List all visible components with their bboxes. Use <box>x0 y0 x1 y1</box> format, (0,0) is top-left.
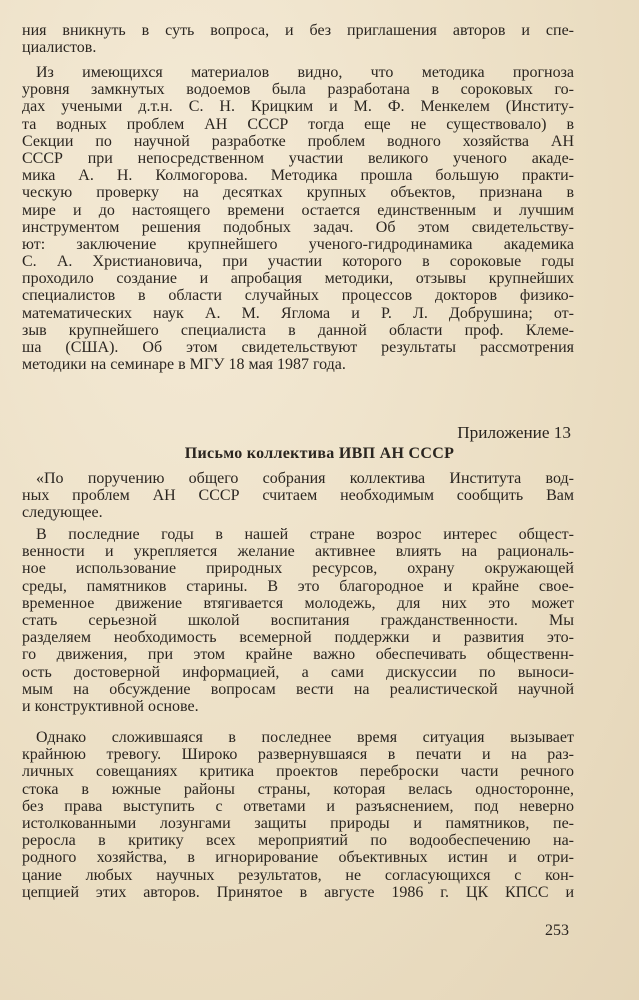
text-line: среды, памятников старины. В это благородное и крайне свое- <box>22 577 574 595</box>
text-line: родного хозяйства, в игнорирование объективных истин и отри- <box>22 849 574 867</box>
text-line: цание любых научных результатов, не согласующихся с кон- <box>22 866 574 884</box>
text-line: мире и до настоящего времени остается единственным и лучшим <box>22 201 574 219</box>
text-line: специалистов в области случайных процессов докторов физико- <box>22 287 574 305</box>
text-line: следующее. <box>22 504 103 522</box>
text-line: та водных проблем АН СССР тогда еще не существовало) в <box>22 115 574 133</box>
appendix-label: Приложение 13 <box>457 423 571 442</box>
text-line: временное движение втягивается молодежь, для них это может <box>22 594 574 612</box>
text-line: го движения, при этом крайне важно обеспечивать общественн- <box>22 646 574 664</box>
text-line: ных проблем АН СССР считаем необходимым сообщить Вам <box>22 487 574 505</box>
text-line: реросла в критику всех мероприятий по водообеспечению на- <box>22 832 574 850</box>
text-line: цепцией этих авторов. Принятое в августе 1986 г. ЦК КПСС и <box>22 883 574 901</box>
paragraph-letter-intro <box>22 470 574 522</box>
text-line: ческую проверку на десятках крупных объектов, признана в <box>22 184 574 202</box>
text-line: ное использование природных ресурсов, охрану окружающей <box>22 560 574 578</box>
text-line: разделяем необходимость всемерной поддержки и развития это- <box>22 629 574 647</box>
text-line: ость достоверной информацией, а сами дискуссии по выноси- <box>22 663 574 681</box>
text-line: СССР при непосредственном участии великого ученого акаде- <box>22 149 574 167</box>
text-line: без права выступить с ответами и разъяснением, под неверно <box>22 797 574 815</box>
text-line: «По поручению общего собрания коллектива Института вод- <box>36 470 574 487</box>
text-line: личных совещаниях критика проектов переброски части речного <box>22 763 574 781</box>
text-line: Секции по научной разработке проблем водного хозяйства АН <box>22 132 574 150</box>
paragraph-situation <box>22 729 574 901</box>
text-line: инструментом решения подобных задач. Об этом свидетельству- <box>22 218 574 236</box>
paragraph-methodology <box>22 64 574 373</box>
text-line: венности и укрепляется желание активнее влиять на рациональ- <box>22 543 574 561</box>
text-line: дах учеными д.т.н. С. Н. Крицким и М. Ф. Менкелем (Институ- <box>22 98 574 116</box>
text-line: мым на обсуждение вопросам вести на реалистической научной <box>22 680 574 698</box>
text-line: С. А. Христиановича, при участии которого в сороковые годы <box>22 253 574 271</box>
text-line: В последние годы в нашей стране возрос интерес общест- <box>36 526 574 543</box>
text-line: ша (США). Об этом свидетельствуют результаты рассмотрения <box>22 339 574 356</box>
text-line: уровня замкнутых водоемов была разработана в сороковых го- <box>22 81 574 99</box>
paragraph-public-interest <box>22 526 574 715</box>
text-line: методики на семинаре в МГУ 18 мая 1987 года. <box>22 356 346 374</box>
text-line: зыв крупнейшего специалиста в данной области проф. Клеме- <box>22 321 574 339</box>
text-line: ют: заключение крупнейшего ученого-гидродинамика академика <box>22 235 574 253</box>
text-line: Однако сложившаяся в последнее время ситуация вызывает <box>36 729 574 746</box>
letter-heading: Письмо коллектива ИВП АН СССР <box>184 445 455 462</box>
page-number: 253 <box>545 922 569 939</box>
text-line: крайнюю тревогу. Широко развернувшаяся в печати и на раз- <box>22 746 574 764</box>
text-line: и конструктивной основе. <box>22 697 199 715</box>
text-line: ния вникнуть в суть вопроса, и без приглашения авторов и спе- <box>22 22 574 39</box>
paragraph-continuation <box>22 22 574 56</box>
text-line: стать серьезной школой воспитания гражданственности. Мы <box>22 611 574 629</box>
text-line: стока в южные районы страны, которая велась односторонне, <box>22 780 574 798</box>
text-line: мика А. Н. Колмогорова. Методика прошла большую практи- <box>22 167 574 185</box>
text-line: математических наук А. М. Яглома и Р. Л. Добрушина; от- <box>22 304 574 322</box>
text-line: проходило создание и апробация методики, отзывы крупнейших <box>22 270 574 288</box>
text-line: циалистов. <box>22 39 97 57</box>
text-line: истолкованными лозунгами защиты природы и памятников, пе- <box>22 814 574 832</box>
text-line: Из имеющихся материалов видно, что методика прогноза <box>36 64 574 81</box>
